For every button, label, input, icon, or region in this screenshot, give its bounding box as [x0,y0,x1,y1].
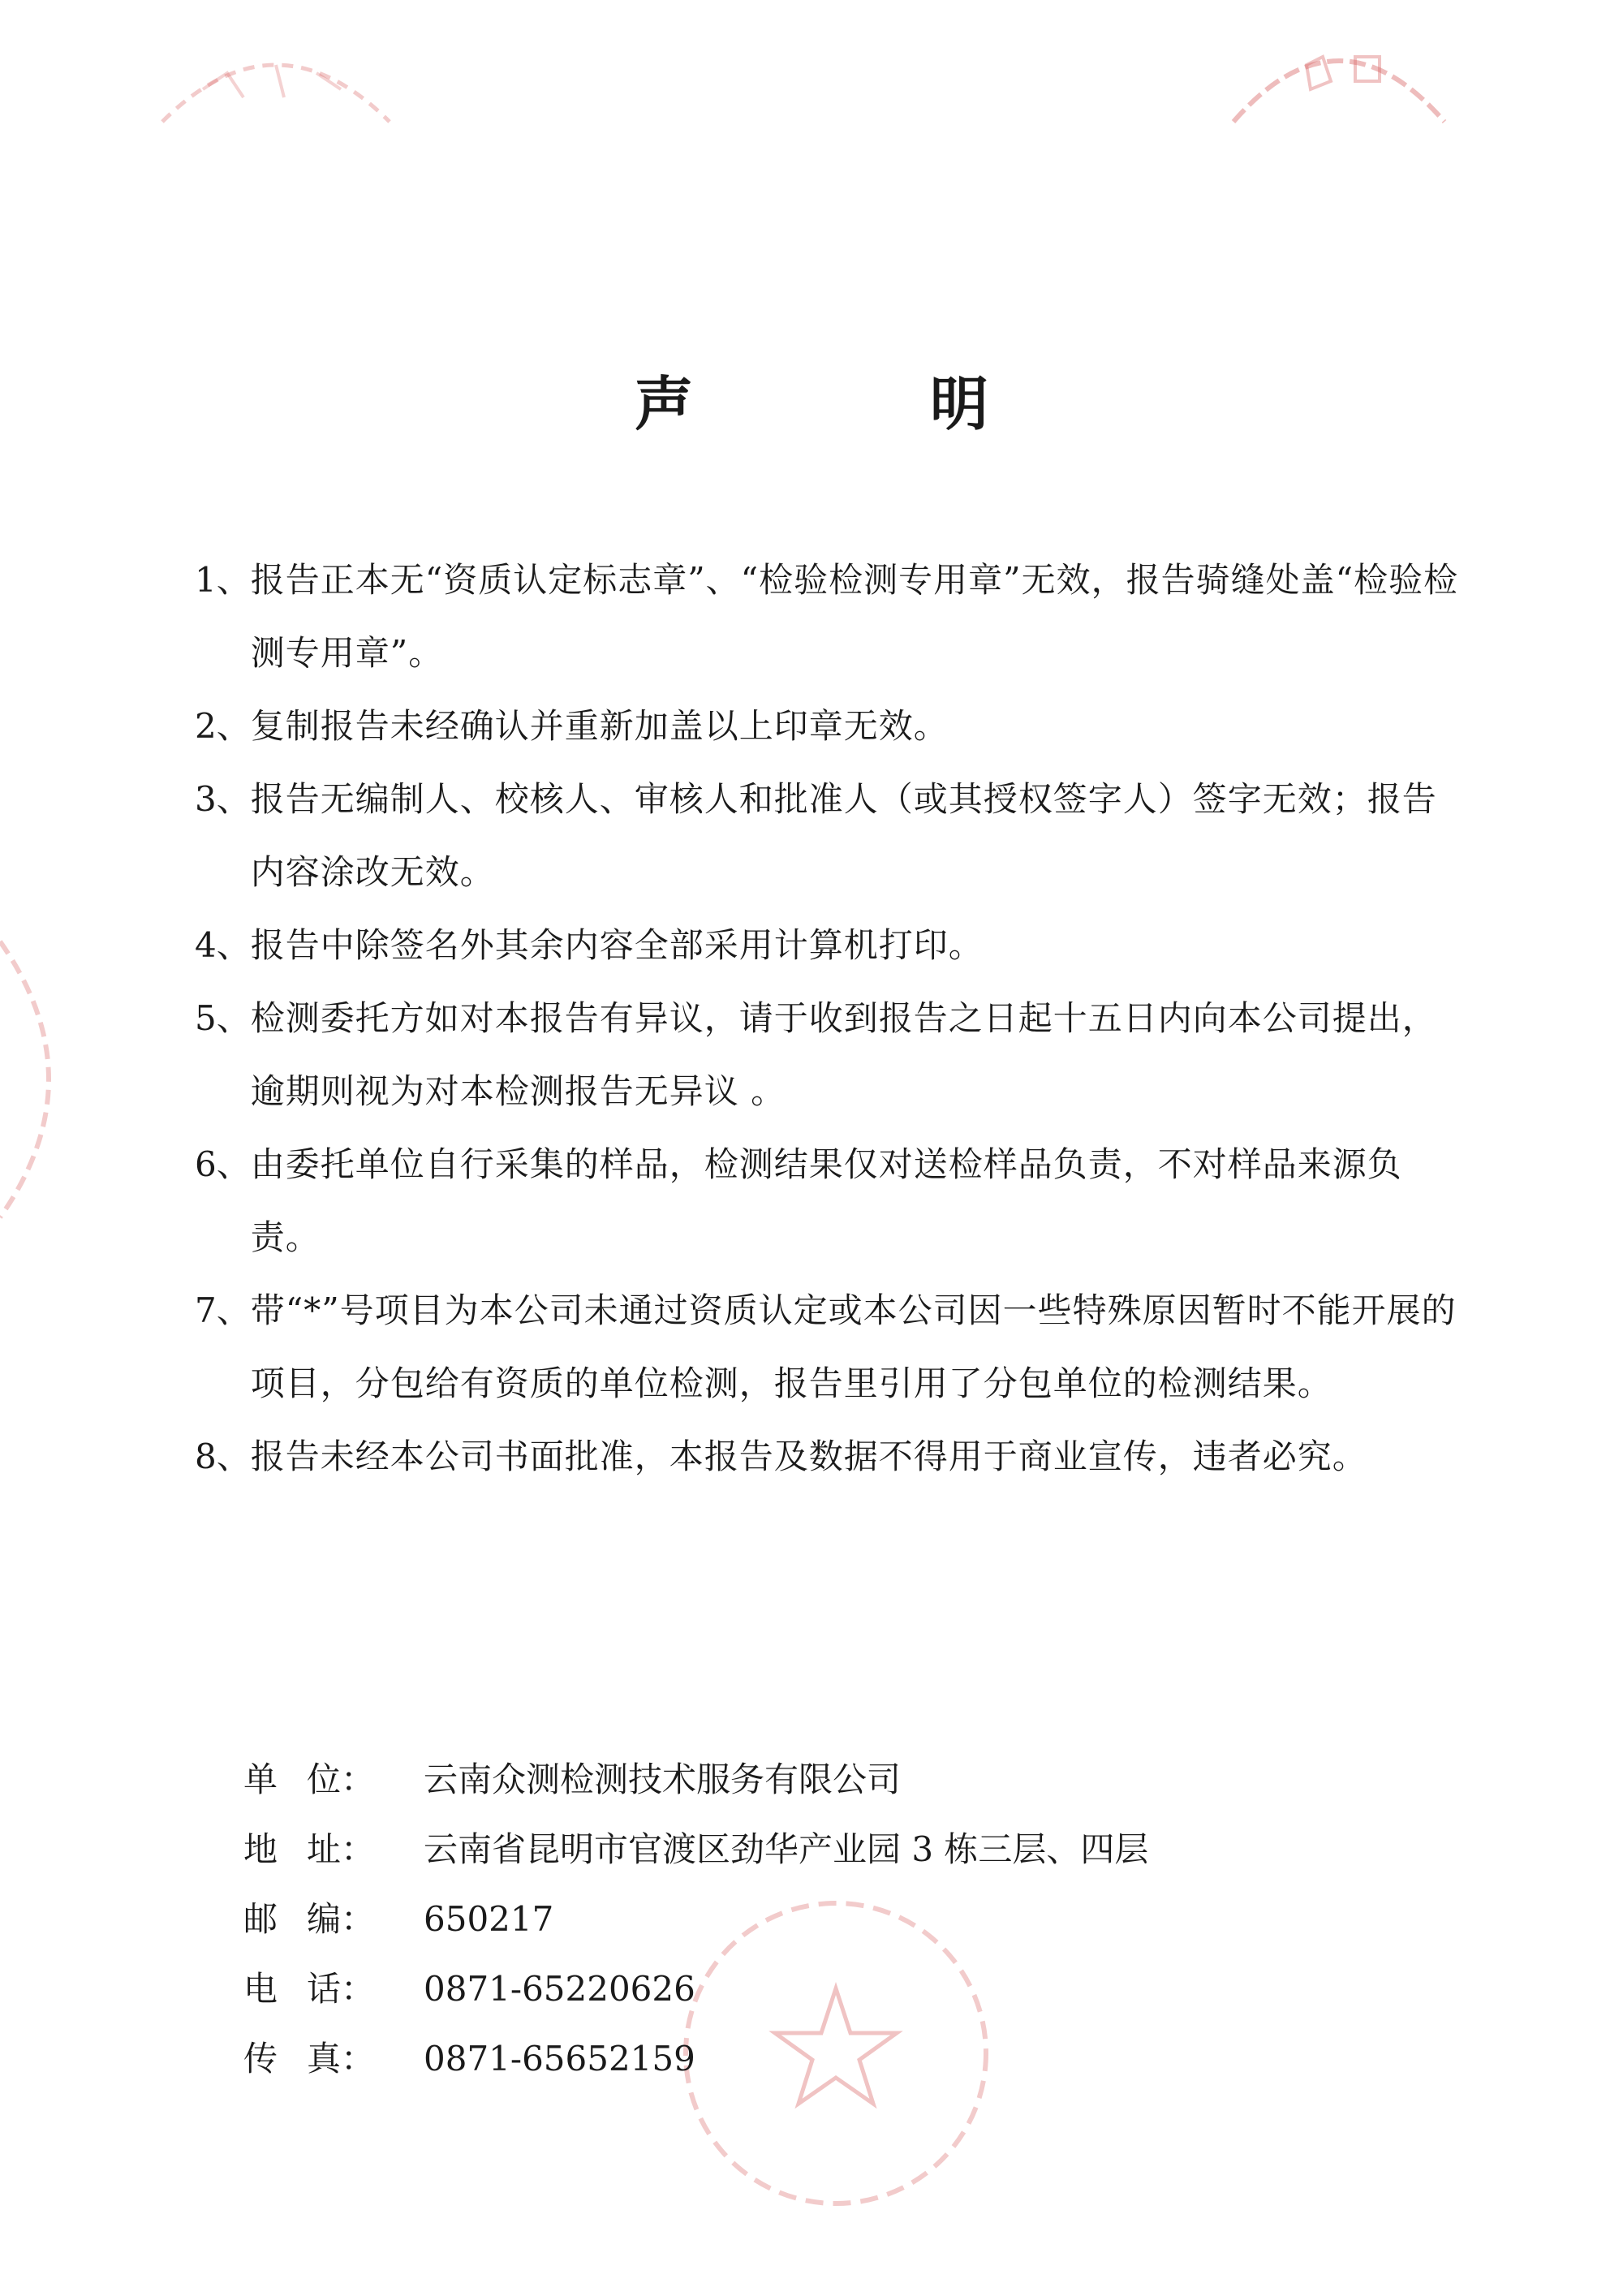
seal-stamp-left-edge [0,933,97,1226]
contact-label [243,1745,424,1815]
clause-number: 5、 [195,998,251,1038]
seal-stamp-top-right [1217,16,1461,130]
label-separator: ： [341,1829,376,1869]
contact-info [243,1745,1148,2094]
clause-text: 带“*”号项目为本公司未通过资质认定或本公司因一些特殊原因暂时不能开展的项目，分包给有资质的单位检测，报告里引用了分包单位的检测结果。 [250,1290,1457,1403]
contact-value: 0871-65652159 [424,2039,695,2078]
contact-row-unit [243,1745,1148,1815]
label-separator: ： [341,1760,376,1799]
contact-label [243,2024,424,2094]
clause-list [195,544,1461,1493]
label-char: 位 [306,1760,341,1799]
label-separator: ： [341,2039,376,2078]
contact-row-postcode [243,1885,1148,1954]
clause-text: 报告正本无“资质认定标志章”、“检验检测专用章”无效，报告骑缝处盖“检验检测专用章”。 [250,560,1459,673]
label-char: 电 [243,1969,278,2009]
label-char: 邮 [243,1899,278,1939]
contact-label [243,1954,424,2024]
list-item [195,1420,1461,1493]
list-item [195,1274,1461,1420]
contact-label [243,1885,424,1954]
list-item [195,909,1461,982]
contact-value: 650217 [424,1899,554,1939]
list-item [195,544,1461,690]
clause-text: 由委托单位自行采集的样品，检测结果仅对送检样品负责，不对样品来源负责。 [250,1144,1402,1257]
clause-text: 检测委托方如对本报告有异议，请于收到报告之日起十五日内向本公司提出，逾期则视为对本检测报告无异议 。 [250,998,1437,1111]
contact-row-fax [243,2024,1148,2094]
label-char: 话 [306,1969,341,2009]
list-item [195,763,1461,909]
clause-number: 7、 [195,1290,251,1330]
clause-number: 6、 [195,1144,251,1184]
contact-row-phone [243,1954,1148,2024]
contact-row-address [243,1815,1148,1885]
clause-number: 4、 [195,925,251,965]
clause-text: 报告无编制人、校核人、审核人和批准人（或其授权签字人）签字无效；报告内容涂改无效。 [250,779,1437,892]
contact-value: 云南众测检测技术服务有限公司 [424,1760,902,1799]
label-char: 真 [306,2039,341,2078]
label-char: 地 [243,1829,278,1869]
label-char: 编 [306,1899,341,1939]
clause-number: 2、 [195,706,251,746]
contact-value: 0871-65220626 [424,1969,695,2009]
seal-stamp-top-left [154,32,398,130]
clause-number: 1、 [195,560,251,600]
contact-value: 云南省昆明市官渡区劲华产业园 3 栋三层、四层 [424,1829,1149,1869]
list-item [195,982,1461,1128]
label-char: 传 [243,2039,278,2078]
label-separator: ： [341,1899,376,1939]
clause-text: 报告中除签名外其余内容全部采用计算机打印。 [250,925,984,965]
clause-text: 复制报告未经确认并重新加盖以上印章无效。 [250,706,949,746]
list-item [195,690,1461,763]
label-separator: ： [341,1969,376,2009]
label-char: 址 [306,1829,341,1869]
clause-number: 8、 [195,1437,251,1476]
contact-label [243,1815,424,1885]
list-item [195,1128,1461,1274]
clause-number: 3、 [195,779,251,819]
clause-text: 报告未经本公司书面批准，本报告及数据不得用于商业宣传，违者必究。 [250,1437,1367,1476]
label-char: 单 [243,1760,278,1799]
page-title: 声 明 [634,369,1078,438]
